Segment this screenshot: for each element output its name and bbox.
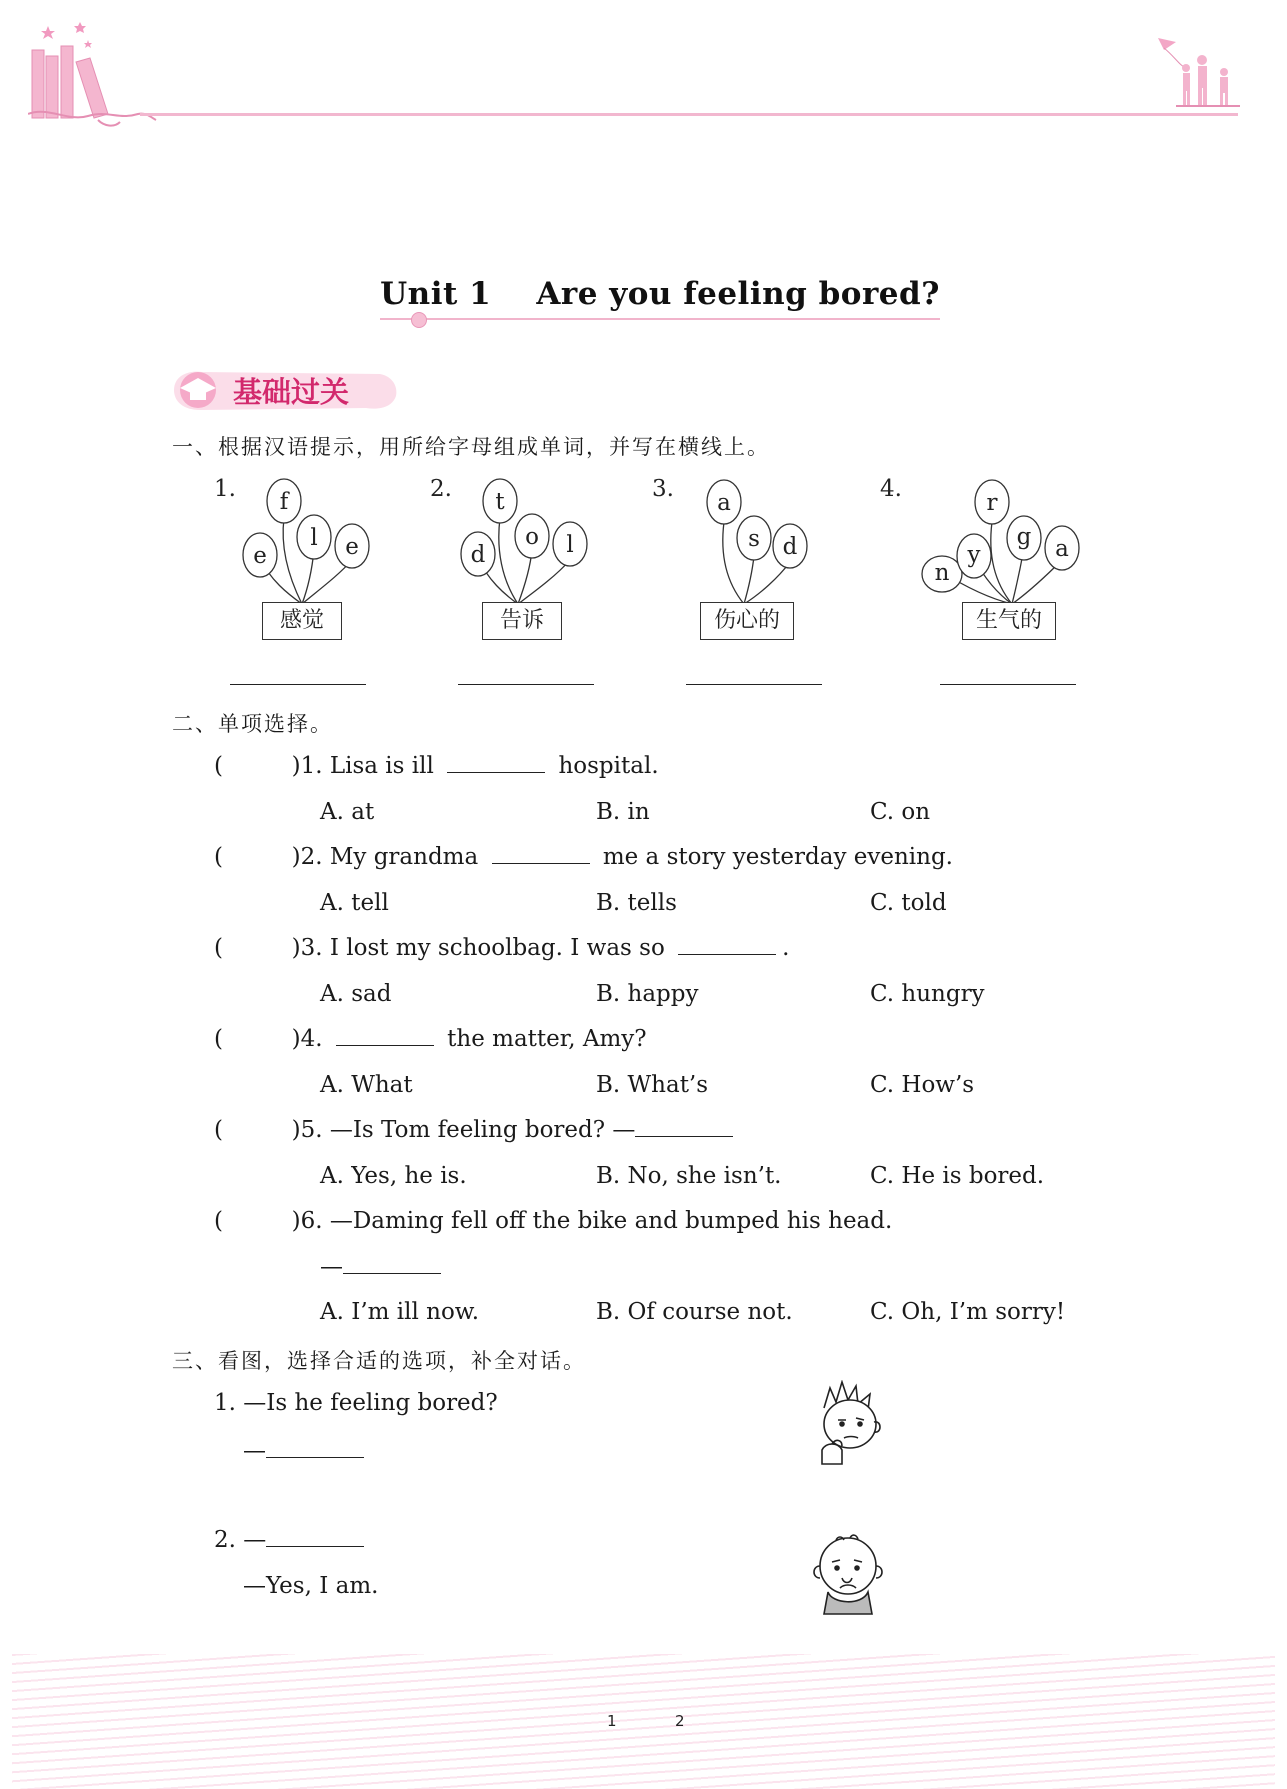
question-stem: Lisa is ill [329, 753, 434, 779]
question-6-reply [320, 1254, 441, 1280]
dash: — [320, 1254, 343, 1280]
question-number: )2. [291, 844, 323, 870]
paren-open: ( [214, 753, 223, 779]
letter-a: a [717, 490, 731, 516]
option-c[interactable]: C. hungry [870, 981, 985, 1007]
option-a[interactable]: A. at [320, 799, 375, 825]
fill-blank[interactable] [343, 1255, 441, 1274]
letter-e: e [253, 543, 267, 569]
option-a[interactable]: A. tell [320, 890, 389, 916]
letter-t: t [495, 489, 505, 515]
item4-number: 4. [880, 476, 902, 502]
question-number: )1. [291, 753, 323, 779]
page-number-right: 2 [675, 1712, 685, 1730]
letter-o: o [525, 524, 539, 550]
hint-box-1: 感觉 [262, 602, 342, 640]
letter-n: n [934, 560, 950, 586]
paren-open: ( [214, 1026, 223, 1052]
option-a[interactable]: A. What [320, 1072, 413, 1098]
question-stem-tail: hospital. [558, 753, 659, 779]
fill-blank[interactable] [492, 845, 590, 864]
option-b[interactable]: B. Of course not. [596, 1299, 793, 1325]
fill-blank[interactable] [635, 1118, 733, 1137]
hint-box-2: 告诉 [482, 602, 562, 640]
question-2 [214, 844, 953, 870]
letter-s: s [748, 526, 760, 552]
option-c[interactable]: C. on [870, 799, 931, 825]
letter-d: d [470, 542, 486, 568]
balloon-group-2 [448, 470, 598, 610]
item1-number: 1. [214, 476, 236, 502]
page-number-left: 1 [607, 1712, 617, 1730]
answer-blank-2[interactable] [458, 684, 594, 685]
question-stem-tail: the matter, Amy? [447, 1026, 647, 1052]
dialog-text: — [243, 1438, 266, 1464]
option-a[interactable]: A. sad [320, 981, 392, 1007]
title-text: Unit 1 Are you feeling bored? [380, 276, 940, 312]
question-1 [214, 753, 659, 779]
item3-number: 3. [652, 476, 674, 502]
section3-heading: 三、看图，选择合适的选项，补全对话。 [172, 1349, 586, 1373]
footer-stripes [12, 1654, 1275, 1789]
dialog-1-line-2 [243, 1438, 364, 1464]
children-kite-silhouette [1150, 36, 1245, 116]
question-number: )3. [291, 935, 323, 961]
question-number: )4. [291, 1026, 323, 1052]
balloon-group-1 [230, 470, 380, 610]
letter-y: y [967, 542, 981, 568]
option-b[interactable]: B. happy [596, 981, 699, 1007]
question-4 [214, 1026, 647, 1052]
page-title [380, 276, 940, 312]
dialog-text: — [243, 1527, 267, 1553]
paren-open: ( [214, 935, 223, 961]
fill-blank[interactable] [266, 1528, 364, 1547]
fill-blank[interactable] [266, 1439, 364, 1458]
letter-a: a [1055, 536, 1069, 562]
paren-open: ( [214, 1117, 223, 1143]
letter-d: d [782, 534, 798, 560]
paren-open: ( [214, 1208, 223, 1234]
option-b[interactable]: B. No, she isn’t. [596, 1163, 782, 1189]
question-number: )5. [291, 1117, 323, 1143]
letter-l: l [310, 525, 318, 551]
question-stem: My grandma [329, 844, 479, 870]
dialog-2-line-1 [214, 1527, 364, 1553]
fill-blank[interactable] [336, 1027, 434, 1046]
paren-open: ( [214, 844, 223, 870]
section-badge-label: 基础过关 [233, 375, 350, 409]
book-star-ornament [28, 22, 158, 132]
option-c[interactable]: C. He is bored. [870, 1163, 1045, 1189]
letter-f: f [279, 489, 289, 515]
letter-g: g [1016, 524, 1032, 550]
letter-l: l [566, 532, 574, 558]
question-3 [214, 935, 789, 961]
answer-blank-1[interactable] [230, 684, 366, 685]
question-stem-tail: me a story yesterday evening. [602, 844, 953, 870]
balloon-group-3 [690, 470, 820, 610]
section2-heading: 二、单项选择。 [172, 712, 333, 736]
option-c[interactable]: C. Oh, I’m sorry! [870, 1299, 1066, 1325]
option-c[interactable]: C. How’s [870, 1072, 975, 1098]
dialog-2-line-2: —Yes, I am. [243, 1573, 379, 1599]
dialog-number: 2. [214, 1527, 236, 1553]
header-rule [140, 113, 1238, 116]
hint-box-4: 生气的 [962, 602, 1056, 640]
question-6 [214, 1208, 892, 1234]
option-c[interactable]: C. told [870, 890, 947, 916]
question-stem: —Is Tom feeling bored? — [329, 1117, 636, 1143]
balloon-group-4 [912, 470, 1092, 610]
fill-blank[interactable] [447, 754, 545, 773]
dialog-1-line-1 [214, 1390, 498, 1416]
title-bullet [411, 312, 427, 328]
dialog-text: —Is he feeling bored? [243, 1390, 498, 1416]
answer-blank-4[interactable] [940, 684, 1076, 685]
question-stem: I lost my schoolbag. I was so [329, 935, 665, 961]
hint-box-3: 伤心的 [700, 602, 794, 640]
dialog-number: 1. [214, 1390, 236, 1416]
title-underline [380, 318, 940, 320]
option-a[interactable]: A. Yes, he is. [320, 1163, 467, 1189]
sad-man-illustration [806, 1530, 892, 1616]
answer-blank-3[interactable] [686, 684, 822, 685]
letter-e: e [345, 534, 359, 560]
question-stem: —Daming fell off the bike and bumped his head. [329, 1208, 893, 1234]
bored-boy-illustration [812, 1380, 892, 1470]
item2-number: 2. [430, 476, 452, 502]
question-stem-tail: . [782, 935, 790, 961]
question-number: )6. [291, 1208, 323, 1234]
option-b[interactable]: B. in [596, 799, 650, 825]
letter-r: r [986, 490, 998, 516]
question-5 [214, 1117, 733, 1143]
section1-heading: 一、根据汉语提示，用所给字母组成单词，并写在横线上。 [172, 435, 770, 459]
fill-blank[interactable] [678, 936, 776, 955]
option-b[interactable]: B. What’s [596, 1072, 709, 1098]
option-a[interactable]: A. I’m ill now. [320, 1299, 480, 1325]
option-b[interactable]: B. tells [596, 890, 677, 916]
